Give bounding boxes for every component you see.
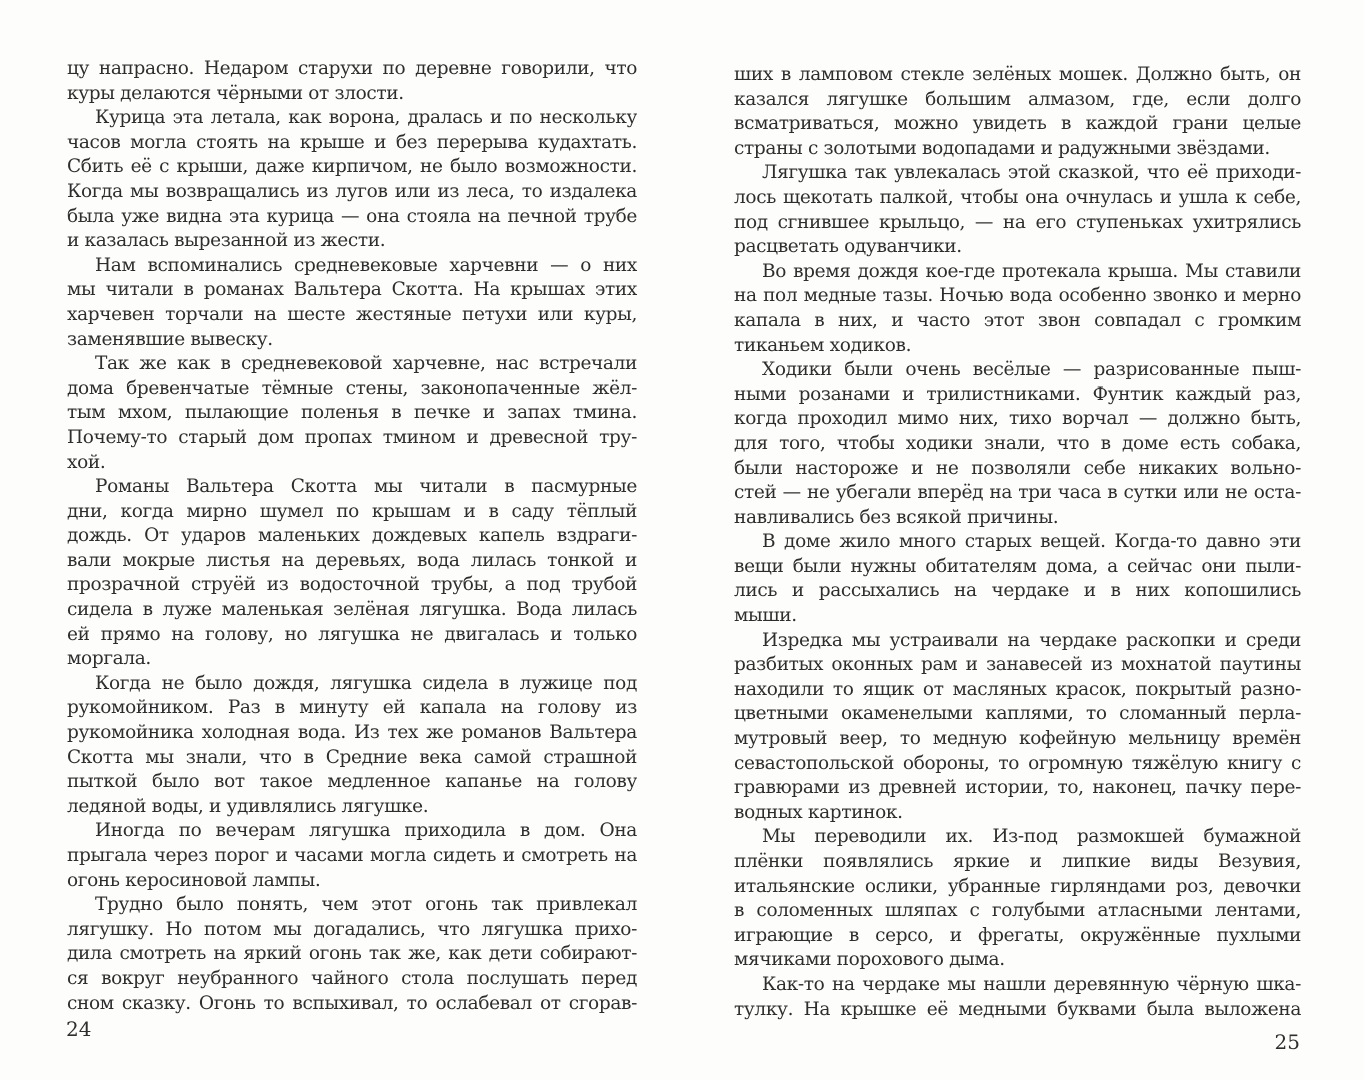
- text-line: навливались без всякой причины.: [734, 506, 1059, 528]
- text-line: играющие в серсо, и фрегаты, окружённые пухлыми: [734, 924, 1301, 946]
- text-line: Так же как в средневековой харчевне, нас встречали: [95, 353, 637, 375]
- right-page: [682, 0, 1364, 1080]
- text-line: В доме жило много старых вещей. Когда-то давно эти: [762, 531, 1301, 553]
- text-line: Как-то на чердаке мы нашли деревянную чёрную шка-: [762, 973, 1301, 995]
- text-line: Трудно было понять, чем этот огонь так привлекал: [95, 894, 637, 916]
- page-number-right: 25: [1274, 1030, 1300, 1054]
- text-line: ледяной воды, и удивлялись лягушке.: [67, 795, 429, 817]
- text-line: тым мхом, пылающие поленья в печке и запах тмина.: [67, 402, 637, 424]
- text-line: моргала.: [67, 648, 151, 670]
- text-line: Ходики были очень весёлые — разрисованные пыш-: [762, 359, 1301, 381]
- text-line: Романы Вальтера Скотта мы читали в пасмурные: [95, 476, 637, 498]
- text-line: мутровый веер, то медную кофейную мельницу времён: [734, 728, 1301, 750]
- text-line: водных картинок.: [734, 801, 903, 823]
- text-line: всматриваться, можно увидеть в каждой грани целые: [734, 113, 1301, 135]
- text-line: Когда не было дождя, лягушка сидела в лужице под: [95, 672, 637, 694]
- text-line: Во время дождя кое-где протекала крыша. Мы ставили: [762, 260, 1301, 282]
- text-line: была уже видна эта курица — она стояла на печной трубе: [67, 205, 637, 227]
- right-page-text: [734, 63, 1301, 1022]
- text-line: дила смотреть на яркий огонь так же, как дети собирают-: [67, 943, 637, 965]
- text-line: расцветать одуванчики.: [734, 236, 962, 258]
- left-page-text: [67, 57, 637, 1016]
- text-line: были настороже и не позволяли себе никаких вольно-: [734, 457, 1301, 479]
- text-line: цветными окаменелыми каплями, то сломанный перла-: [734, 703, 1301, 725]
- text-line: ей прямо на голову, но лягушка не двигалась и только: [67, 623, 637, 645]
- text-line: хой.: [67, 451, 106, 473]
- text-line: Иногда по вечерам лягушка приходила в дом. Она: [95, 820, 637, 842]
- text-line: пыткой было вот такое медленное капанье на голову: [67, 771, 637, 793]
- text-line: лось щекотать палкой, чтобы она очнулась и ушла к себе,: [734, 186, 1301, 208]
- text-line: итальянские ослики, убранные гирляндами роз, девочки: [734, 875, 1301, 897]
- text-line: вещи были нужны обитателям дома, а сейчас они пыли-: [734, 555, 1301, 577]
- text-line: прозрачной струёй из водосточной трубы, а под трубой: [67, 574, 637, 596]
- text-line: сидела в луже маленькая зелёная лягушка. Вода лилась: [67, 599, 637, 621]
- text-line: Курица эта летала, как ворона, дралась и по нескольку: [95, 107, 637, 129]
- text-line: разбитых оконных рам и занавесей из мохнатой паутины: [734, 654, 1301, 676]
- text-line: ших в ламповом стекле зелёных мошек. Должно быть, он: [734, 64, 1301, 85]
- text-line: огонь керосиновой лампы.: [67, 869, 321, 891]
- text-line: дни, когда мирно шумел по крышам и в саду тёплый: [67, 500, 637, 522]
- text-line: тиканьем ходиков.: [734, 334, 912, 356]
- text-line: Когда мы возвращались из лугов или из леса, то издалека: [67, 180, 637, 202]
- text-line: в соломенных шляпах с голубыми атласными лентами,: [734, 900, 1301, 922]
- text-line: мы читали в романах Вальтера Скотта. На крышах этих: [67, 279, 637, 301]
- text-line: казался лягушке большим алмазом, где, если долго: [734, 88, 1301, 110]
- text-line: Нам вспоминались средневековые харчевни — о них: [95, 254, 637, 276]
- text-line: капала в них, и часто этот звон совпадал с громким: [734, 309, 1301, 331]
- text-line: дома бревенчатые тёмные стены, законопаченные жёл-: [67, 377, 637, 399]
- text-line: ся вокруг неубранного чайного стола послушать перед: [67, 967, 637, 989]
- text-line: сном сказку. Огонь то вспыхивал, то ослабевал от сгорав-: [67, 992, 637, 1014]
- text-line: Мы переводили их. Из-под размокшей бумажной: [762, 826, 1301, 848]
- text-line: лись и рассыхались на чердаке и в них копошились: [734, 580, 1301, 602]
- text-line: рукомойником. Раз в минуту ей капала на голову из: [67, 697, 637, 719]
- text-line: Лягушка так увлекалась этой сказкой, что её приходи-: [762, 162, 1301, 184]
- text-line: и казалась вырезанной из жести.: [67, 230, 386, 252]
- text-line: на пол медные тазы. Ночью вода особенно звонко и мерно: [734, 285, 1301, 307]
- text-line: рукомойника холодная вода. Из тех же романов Вальтера: [67, 722, 637, 744]
- text-line: Изредка мы устраивали на чердаке раскопки и среди: [762, 629, 1301, 651]
- text-line: севастопольской обороны, то огромную тяжёлую книгу с: [734, 752, 1301, 774]
- text-line: Скотта мы знали, что в Средние века самой страшной: [67, 746, 637, 768]
- text-line: цу напрасно. Недаром старухи по деревне говорили, что: [67, 58, 637, 79]
- text-line: ными розанами и трилистниками. Фунтик каждый раз,: [734, 383, 1301, 405]
- text-line: прыгала через порог и часами могла сидеть и смотреть на: [67, 845, 637, 866]
- text-line: плёнки появлялись яркие и липкие виды Везувия,: [734, 851, 1301, 872]
- text-line: вали мокрые листья на деревьях, вода лилась тонкой и: [67, 549, 637, 571]
- text-line: страны с золотыми водопадами и радужными звёздами.: [734, 137, 1270, 159]
- text-line: мыши.: [734, 605, 797, 627]
- text-line: харчевен торчали на шесте жестяные петухи или куры,: [67, 303, 637, 325]
- text-line: Почему-то старый дом пропах тмином и древесной тру-: [67, 426, 637, 448]
- text-line: часов могла стоять на крыше и без перерыва кудахтать.: [67, 131, 637, 153]
- text-line: когда проходил мимо них, тихо ворчал — должно быть,: [734, 408, 1301, 430]
- text-line: дождь. От ударов маленьких дождевых капель вздраги-: [67, 525, 637, 547]
- text-line: находили то ящик от масляных красок, покрытый разно-: [734, 678, 1301, 700]
- text-line: куры делаются чёрными от злости.: [67, 82, 404, 104]
- text-line: лягушку. Но потом мы догадались, что лягушка прихо-: [67, 918, 637, 940]
- text-line: мячиками порохового дыма.: [734, 949, 1005, 971]
- text-line: для того, чтобы ходики знали, что в доме есть собака,: [734, 432, 1301, 454]
- text-line: под сгнившее крыльцо, — на его ступеньках ухитрялись: [734, 211, 1301, 233]
- text-line: стей — не убегали вперёд на три часа в сутки или не оста-: [734, 482, 1301, 504]
- text-line: тулку. На крышке её медными буквами была выложена: [734, 998, 1301, 1020]
- page-number-left: 24: [66, 1017, 92, 1041]
- text-line: заменявшие вывеску.: [67, 328, 273, 350]
- text-line: гравюрами из древней истории, то, наконец, пачку пере-: [734, 777, 1301, 799]
- text-line: Сбить её с крыши, даже кирпичом, не было возможности.: [67, 156, 637, 178]
